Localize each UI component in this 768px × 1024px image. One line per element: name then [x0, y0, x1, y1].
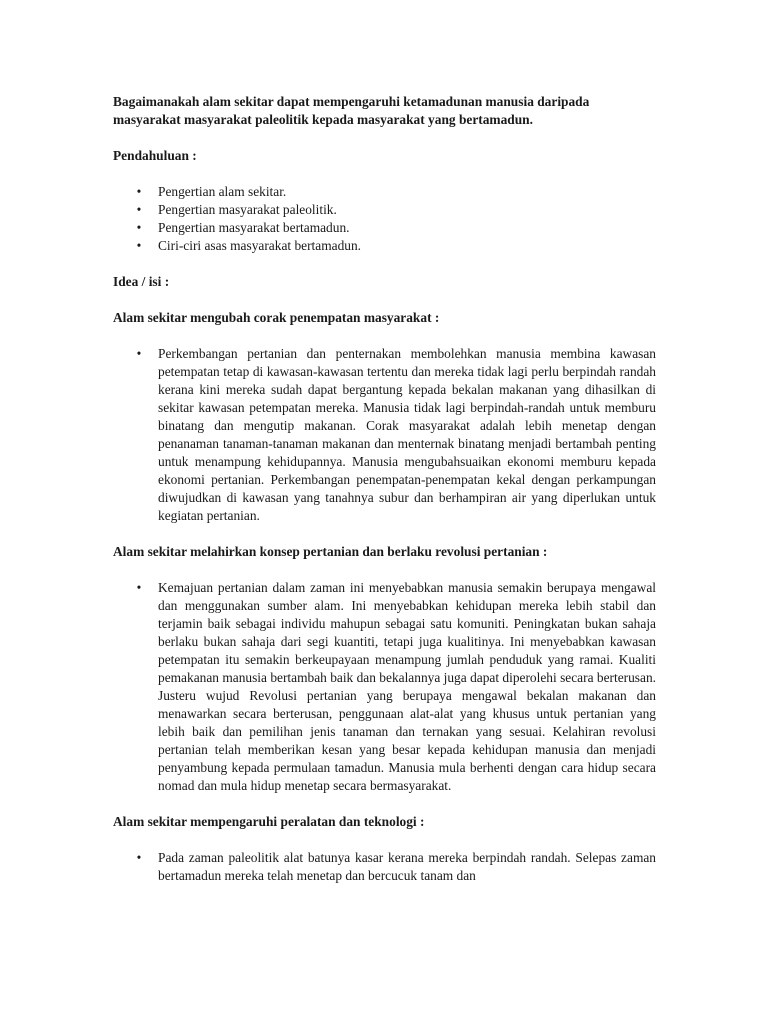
- bullet-icon: •: [136, 580, 142, 595]
- bullet-icon: •: [136, 184, 142, 199]
- bullet-icon: •: [136, 220, 142, 235]
- bullet-icon: •: [136, 202, 142, 217]
- section-heading: Alam sekitar mempengaruhi peralatan dan teknologi :: [113, 814, 425, 829]
- intro-list: [113, 183, 656, 255]
- section-paragraph: Perkembangan pertanian dan penternakan membolehkan manusia membina kawasan petempatan tetap di kawasan-kawasan tertentu dan mereka tidak lagi perlu berpindah randah kerana kini mereka sudah dapat bergantung kepada bekalan makanan yang dihasilkan di sekitar kawasan petempatan mereka. Manusia tidak lagi berpindah-randah untuk memburu binatang dan mengutip makanan. Corak masyarakat adalah lebih menetap dengan penanaman tanaman-tanaman makanan dan menternak binatang menjadi bertambah penting untuk menampung kehidupannya. Manusia mengubahsuaikan ekonomi memburu kepada ekonomi pertanian. Perkembangan penempatan-penempatan kekal dengan perkampungan diwujudkan di kawasan yang tanahnya subur dan berhampiran air yang diperlukan untuk kegiatan pertanian.: [158, 346, 656, 523]
- list-item: [113, 345, 656, 525]
- section-list: [113, 849, 656, 885]
- section-heading: Alam sekitar melahirkan konsep pertanian dan berlaku revolusi pertanian :: [113, 544, 548, 559]
- list-item: [113, 579, 656, 795]
- list-item: • Pengertian masyarakat paleolitik.: [113, 201, 656, 219]
- section-list: [113, 579, 656, 795]
- document-body: [113, 93, 656, 885]
- section-paragraph: Pada zaman paleolitik alat batunya kasar kerana mereka berpindah randah. Selepas zaman bertamadun mereka telah menetap dan bercucuk tanam dan: [158, 850, 656, 883]
- list-item: • Ciri-ciri asas masyarakat bertamadun.: [113, 237, 656, 255]
- section-heading: Alam sekitar mengubah corak penempatan masyarakat :: [113, 310, 440, 325]
- section-list: [113, 345, 656, 525]
- bullet-icon: •: [136, 346, 142, 361]
- idea-heading: Idea / isi :: [113, 274, 170, 289]
- bullet-icon: •: [136, 850, 142, 865]
- document-title: Bagaimanakah alam sekitar dapat mempengaruhi ketamadunan manusia daripada masyarakat masyarakat paleolitik kepada masyarakat yang bertamadun.: [113, 94, 590, 127]
- bullet-icon: •: [136, 238, 142, 253]
- section-paragraph: Kemajuan pertanian dalam zaman ini menyebabkan manusia semakin berupaya mengawal dan menggunakan sumber alam. Ini menyebabkan kehidupan mereka lebih stabil dan terjamin baik sebagai individu mahupun sebagai satu komuniti. Peningkatan bukan sahaja berlaku bukan sahaja dari segi kuantiti, tetapi juga kualitinya. Ini menyebabkan kawasan petempatan itu semakin berkeupayaan menampung jumlah penduduk yang ramai. Kualiti pemakanan manusia bertambah baik dan bekalannya juga dapat diperolehi secara berterusan. Justeru wujud Revolusi pertanian yang berupaya mengawal bekalan makanan dan menawarkan secara berterusan, penggunaan alat-alat yang khusus untuk pertanian yang lebih baik dan pemilihan jenis tanaman dan ternakan yang sesuai. Kelahiran revolusi pertanian telah memberikan kesan yang besar kepada kehidupan manusia dan menjadi penyambung kepada permulaan tamadun. Manusia mula berhenti dengan cara hidup secara nomad dan mula hidup menetap secara bermasyarakat.: [158, 580, 656, 793]
- list-item: • Pengertian alam sekitar.: [113, 183, 656, 201]
- list-item: [113, 849, 656, 885]
- list-item: • Pengertian masyarakat bertamadun.: [113, 219, 656, 237]
- intro-heading: Pendahuluan :: [113, 148, 197, 163]
